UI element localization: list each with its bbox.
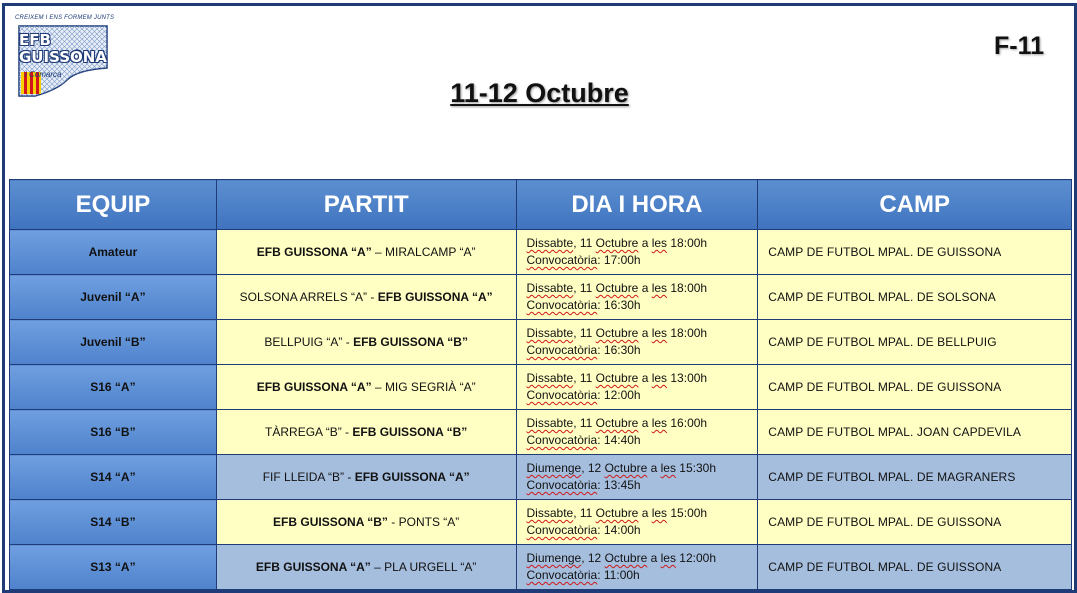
day-number: , 11 [573,371,596,385]
column-header-dia-hora: DIA I HORA [516,180,758,230]
month-word: Octubre [604,551,648,565]
home-team: EFB GUISSONA “A” [255,560,371,574]
call-time-line [527,477,757,494]
month-word: Octubre [604,461,648,475]
call-word: Convocatòria [526,253,598,267]
match-date-line [527,325,757,342]
match-cell [216,410,516,455]
match-cell [216,230,516,275]
call-word: Convocatòria [526,388,598,402]
a-word: a [638,236,652,250]
date-time-cell [516,365,758,410]
call-time-line [527,252,757,269]
date-time-cell [516,230,758,275]
match-separator: - [342,335,354,349]
venue-cell: CAMP DE FUTBOL MPAL. DE GUISSONA [758,500,1072,545]
month-word: Octubre [595,326,639,340]
column-header-partit: PARTIT [216,180,516,230]
day-number: , 12 [581,551,605,565]
match-date-line [527,550,757,567]
home-team: EFB GUISSONA “B” [273,515,388,529]
table-row [10,275,1072,320]
call-time-line [527,567,757,584]
date-time-cell [516,320,758,365]
logo-name-line1: EFB [19,31,51,49]
away-team: PONTS “A” [398,515,460,529]
date-time-cell [516,455,758,500]
team-cell: S14 “A” [10,455,217,500]
team-cell: S14 “B” [10,500,217,545]
venue-cell: CAMP DE FUTBOL MPAL. JOAN CAPDEVILA [758,410,1072,455]
away-team: MIRALCAMP “A” [385,245,476,259]
match-separator: - [387,515,399,529]
home-team: EFB GUISSONA “A” [256,380,372,394]
venue-cell: CAMP DE FUTBOL MPAL. DE SOLSONA [758,275,1072,320]
match-cell [216,365,516,410]
match-date-line [527,280,757,297]
day-word: Dissabte [526,416,574,430]
day-word: Dissabte [526,236,574,250]
call-time: : 16:30h [597,343,641,357]
month-word: Octubre [595,506,639,520]
venue-cell: CAMP DE FUTBOL MPAL. DE GUISSONA [758,545,1072,590]
match-separator: - [344,470,355,484]
call-word: Convocatòria [526,298,598,312]
call-time-line [527,342,757,359]
table-row [10,500,1072,545]
day-word: Dissabte [526,506,574,520]
table-row [10,320,1072,365]
logo-motto: CREIXEM I ENS FORMEM JUNTS [15,15,115,21]
match-time: 16:00h [667,416,708,430]
call-time-line [527,522,757,539]
call-time-line [527,432,757,449]
match-time: 18:00h [667,326,708,340]
team-cell: Juvenil “A” [10,275,217,320]
month-word: Octubre [595,416,639,430]
match-date-line [527,505,757,522]
date-time-cell [516,545,758,590]
date-time-cell [516,275,758,320]
venue-cell: CAMP DE FUTBOL MPAL. DE MAGRANERS [758,455,1072,500]
home-team: TÀRREGA “B” [265,425,342,439]
match-date-line [527,460,757,477]
away-team: EFB GUISSONA “A” [354,470,470,484]
call-word: Convocatòria [526,433,598,447]
page-title: 11-12 Octubre [450,78,629,108]
table-row [10,545,1072,590]
month-word: Octubre [595,281,639,295]
match-separator: - [367,290,378,304]
away-team: EFB GUISSONA “B” [353,335,468,349]
home-team: EFB GUISSONA “A” [256,245,372,259]
day-word: Diumenge [526,461,582,475]
match-cell [216,320,516,365]
away-team: EFB GUISSONA “A” [377,290,493,304]
team-cell: Amateur [10,230,217,275]
match-cell [216,275,516,320]
match-time: 18:00h [667,281,708,295]
a-word: a [647,461,661,475]
logo-name-line2: GUISSONA [19,48,107,66]
a-word: a [647,551,661,565]
category-label: F-11 [993,32,1044,60]
table-header-row [10,180,1072,230]
les-word: les [651,236,668,250]
home-team: FIF LLEIDA “B” [262,470,345,484]
table-row [10,455,1072,500]
a-word: a [638,506,652,520]
match-date-line [527,235,757,252]
match-separator: – [371,380,385,394]
venue-cell: CAMP DE FUTBOL MPAL. DE GUISSONA [758,365,1072,410]
away-team: PLA URGELL “A” [384,560,477,574]
schedule-table [9,179,1072,590]
match-time: 13:00h [667,371,708,385]
home-team: BELLPUIG “A” [264,335,343,349]
match-separator: - [341,425,353,439]
call-time: : 12:00h [597,388,641,402]
call-time: : 17:00h [597,253,641,267]
call-word: Convocatòria [526,478,598,492]
day-word: Diumenge [526,551,582,565]
logo-script: i Comarca [25,70,62,79]
match-date-line [527,415,757,432]
date-time-cell [516,410,758,455]
a-word: a [638,371,652,385]
date-time-cell [516,500,758,545]
les-word: les [651,371,668,385]
call-time: : 16:30h [597,298,641,312]
team-cell: Juvenil “B” [10,320,217,365]
match-time: 12:00h [675,551,716,565]
match-time: 18:00h [667,236,708,250]
day-word: Dissabte [526,281,574,295]
table-body [10,230,1072,590]
table-row [10,410,1072,455]
day-number: , 11 [573,506,596,520]
match-time: 15:30h [675,461,716,475]
schedule-sheet [2,3,1077,593]
day-word: Dissabte [526,326,574,340]
call-word: Convocatòria [526,343,598,357]
team-cell: S16 “A” [10,365,217,410]
a-word: a [638,281,652,295]
team-cell: S13 “A” [10,545,217,590]
day-number: , 11 [573,326,596,340]
a-word: a [638,416,652,430]
call-time: : 14:40h [597,433,641,447]
call-word: Convocatòria [526,568,598,582]
venue-cell: CAMP DE FUTBOL MPAL. DE BELLPUIG [758,320,1072,365]
call-word: Convocatòria [526,523,598,537]
match-cell [216,455,516,500]
match-time: 15:00h [667,506,708,520]
column-header-camp: CAMP [758,180,1072,230]
match-separator: – [370,560,385,574]
day-number: , 11 [573,416,596,430]
month-word: Octubre [595,371,639,385]
les-word: les [651,506,668,520]
table-row [10,365,1072,410]
call-time-line [527,387,757,404]
home-team: SOLSONA ARRELS “A” [239,290,368,304]
day-word: Dissabte [526,371,574,385]
venue-cell: CAMP DE FUTBOL MPAL. DE GUISSONA [758,230,1072,275]
call-time-line [527,297,757,314]
day-number: , 11 [573,236,596,250]
away-team: EFB GUISSONA “B” [352,425,468,439]
away-team: MIG SEGRIÀ “A” [384,380,476,394]
call-time: : 11:00h [597,568,640,582]
column-header-equip: EQUIP [10,180,217,230]
call-time: : 13:45h [597,478,641,492]
team-cell: S16 “B” [10,410,217,455]
match-cell [216,545,516,590]
les-word: les [651,416,668,430]
les-word: les [660,551,676,565]
call-time: : 14:00h [597,523,641,537]
day-number: , 12 [581,461,605,475]
a-word: a [638,326,652,340]
match-separator: – [371,245,386,259]
les-word: les [660,461,676,475]
les-word: les [651,281,668,295]
match-date-line [527,370,757,387]
les-word: les [651,326,668,340]
day-number: , 11 [573,281,596,295]
table-row [10,230,1072,275]
match-cell [216,500,516,545]
month-word: Octubre [595,236,639,250]
